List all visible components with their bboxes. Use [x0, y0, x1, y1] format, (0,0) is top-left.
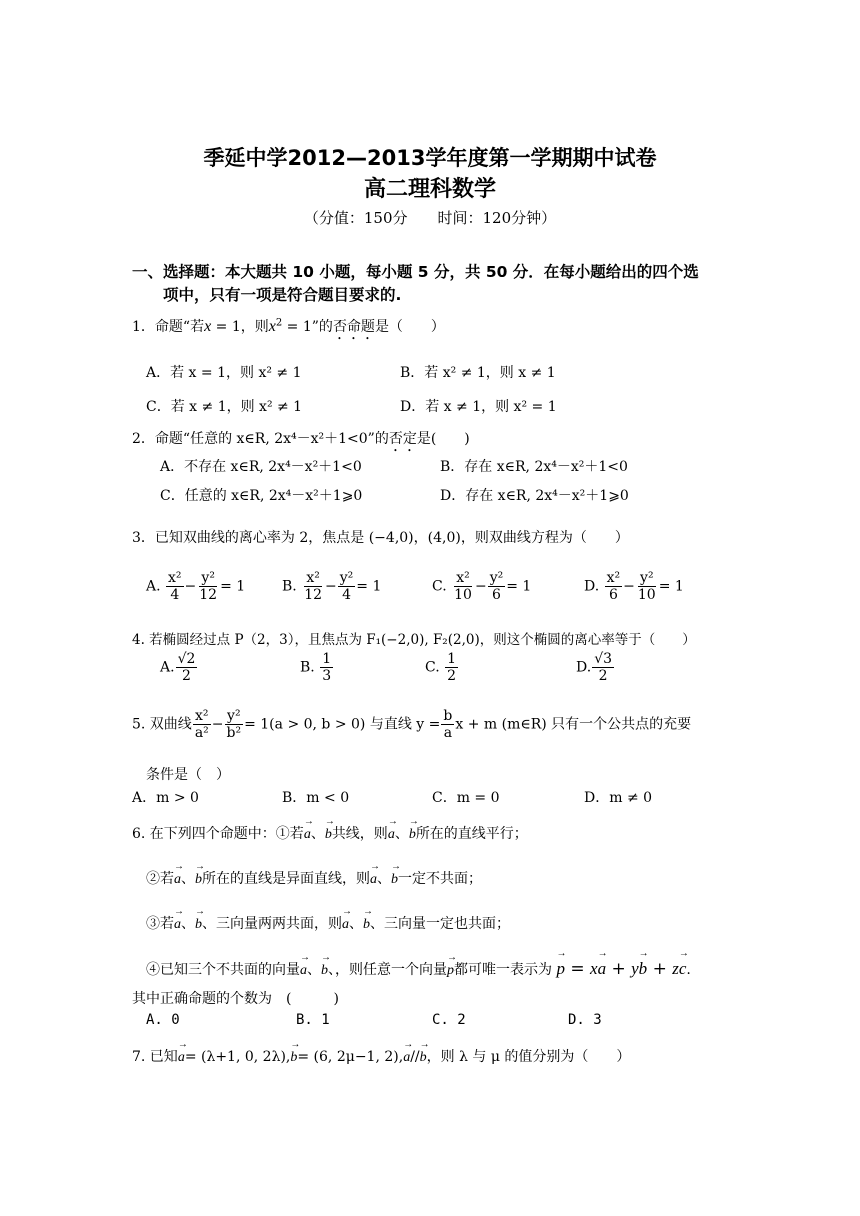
question-1-option-a: A．若 x = 1，则 x² ≠ 1 [146, 365, 302, 381]
question-6-line-2: ②若→ a、→ b所在的直线是异面直线，则→ a、→ b一定不共面； [146, 868, 482, 888]
question-6-option-b: B. 1 [296, 1012, 330, 1028]
exam-title: 季延中学2012—2013学年度第一学期期中试卷 [203, 146, 657, 170]
question-7-stem: 7. 已知→ a= (λ+1, 0, 2λ),→ b= (6, 2μ−1, 2),→ a//→ b，则 λ 与 μ 的值分别为（ ） [132, 1046, 630, 1066]
question-5-option-b: B．m < 0 [282, 790, 350, 806]
question-6-option-d: D. 3 [568, 1012, 602, 1028]
question-6-line-1: 6. 在下列四个命题中：①若→ a、→ b共线，则→ a、→ b所在的直线平行； [132, 823, 528, 843]
question-3-option-c: C. $\frac{\text{x²}}{10}$ − $\frac{\text{y²}}{6}$ = 1 [432, 570, 532, 603]
question-3-option-a: A. $\frac{\text{x²}}{4}$ − $\frac{\text{y²}}{12}$ = 1 [146, 570, 246, 603]
question-4-option-b: B. $\frac{1}{3}$ [300, 651, 332, 684]
question-4-option-a: A. $\frac{√2}{2}$ [160, 651, 196, 684]
question-2-option-a: A．不存在 x∈R, 2x⁴－x²＋1<0 [160, 459, 362, 475]
section-heading: 一、选择题：本大题共 10 小题，每小题 5 分，共 50 分．在每小题给出的四个选 [132, 263, 699, 281]
question-3-option-d: D. $\frac{\text{x²}}{6}$ − $\frac{\text{y²}}{10}$ = 1 [584, 570, 684, 603]
question-1-stem: 1．命题“若x = 1，则$x^2 = 1$”的否命题是（ ） [132, 317, 445, 335]
question-1-option-d: D．若 x ≠ 1，则 x² = 1 [400, 399, 557, 415]
question-6-line-4: ④已知三个不共面的向量→ a、→ b、，则任意一个向量→ p都可唯一表示为 → p = x→ a + y→ b + z→ c. [146, 959, 691, 979]
question-2-stem: 2．命题“任意的 x∈R, 2x⁴－x²＋1<0”的否定是( ) [132, 431, 470, 447]
question-6-option-c: C. 2 [432, 1012, 466, 1028]
question-6-line-3: ③若→ a、→ b、三向量两两共面，则→ a、→ b、三向量一定也共面； [146, 913, 510, 933]
score-time: （分值：150分 时间：120分钟） [303, 209, 557, 227]
section-heading-cont: 项中，只有一项是符合题目要求的. [163, 286, 402, 304]
question-5-option-d: D．m ≠ 0 [584, 790, 653, 806]
question-4-option-d: D. $\frac{√3}{2}$ [576, 651, 613, 684]
question-4-option-c: C. $\frac{1}{2}$ [425, 651, 457, 684]
question-1-option-c: C．若 x ≠ 1，则 x² ≠ 1 [146, 399, 303, 415]
question-5-stem-cont: 条件是（ ） [146, 767, 230, 783]
question-1-option-b: B．若 x² ≠ 1，则 x ≠ 1 [400, 365, 556, 381]
question-6-option-a: A. 0 [146, 1012, 180, 1028]
question-2-option-c: C．任意的 x∈R, 2x⁴－x²＋1⩾0 [160, 488, 363, 504]
question-5-option-a: A．m > 0 [132, 790, 199, 806]
exam-subtitle: 高二理科数学 [363, 177, 496, 202]
question-3-stem: 3．已知双曲线的离心率为 2，焦点是 (−4,0)，(4,0)，则双曲线方程为（ ） [132, 530, 629, 546]
question-3-option-b: B. $\frac{\text{x²}}{12}$ − $\frac{\text{y²}}{4}$ = 1 [282, 570, 382, 603]
question-4-stem: 4. 若椭圆经过点 P（2，3），且焦点为 F₁(−2,0), F₂(2,0)，则这个椭圆的离心率等于（ ） [132, 632, 696, 648]
question-5-stem: 5. 双曲线 $\frac{\text{x²}}{\text{a²}}$ − $\frac{\text{y²}}{\text{b²}}$ = 1(a > 0, b > 0) 与直线 y = $\frac{b}{a}$ x + m (m∈R) 只有一个公共点的充要 [132, 708, 692, 741]
question-6-line-5: 其中正确命题的个数为 ( ) [132, 991, 339, 1007]
question-5-option-c: C．m = 0 [432, 790, 500, 806]
question-2-option-d: D．存在 x∈R, 2x⁴－x²＋1⩾0 [440, 488, 629, 504]
question-2-option-b: B．存在 x∈R, 2x⁴－x²＋1<0 [440, 459, 628, 475]
